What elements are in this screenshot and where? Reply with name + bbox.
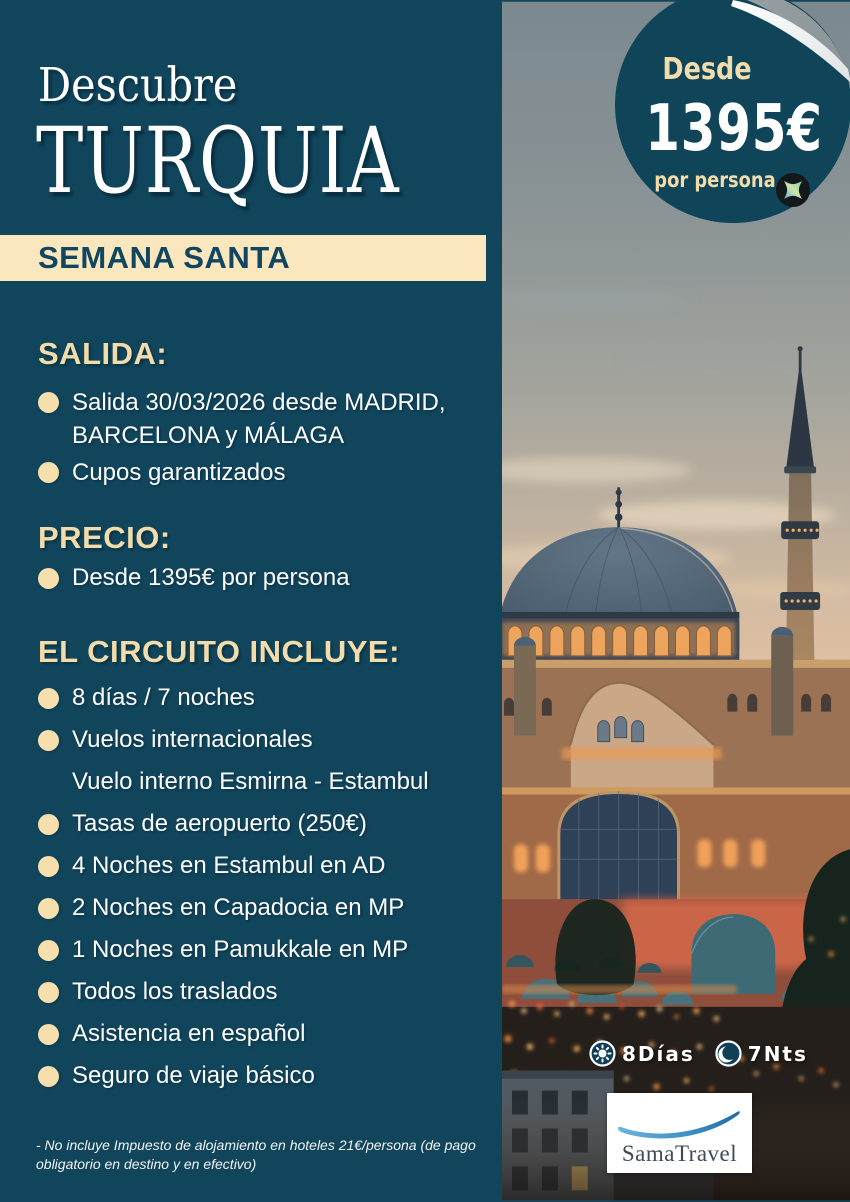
bullet-dot-icon [38,898,59,919]
heading-salida: SALIDA: [38,336,168,371]
list-item [38,564,478,592]
list-item-text: Salida 30/03/2026 desde MADRID, BARCELONA y MÁLAGA [72,389,446,449]
list-item-text: 2 Noches en Capadocia en MP [72,894,405,921]
list-item-text: 1 Noches en Pamukkale en MP [72,936,409,963]
list-item-text: Todos los traslados [72,978,278,1005]
list-item-text: Seguro de viaje básico [72,1062,315,1089]
bullet-dot-icon [38,392,59,413]
list-item [38,386,458,452]
salida-list [38,386,458,493]
list-item [38,1062,488,1090]
semana-santa-banner [0,235,486,281]
list-item-text: Vuelo interno Esmirna - Estambul [72,768,429,795]
bullet-dot-icon [38,688,59,709]
list-item-text: 8 días / 7 noches [72,684,255,711]
title-large: TURQUIA [36,109,400,214]
list-item-text: 4 Noches en Estambul en AD [72,852,386,879]
bullet-dot-icon [38,568,59,589]
bullet-dot-icon [38,1066,59,1087]
list-item [38,1020,488,1048]
list-item [38,456,458,489]
bullet-dot-icon [38,940,59,961]
list-item [38,810,488,838]
list-item-text: Desde 1395€ por persona [72,564,350,591]
heading-precio: PRECIO: [38,520,171,555]
bullet-dot-icon [38,814,59,835]
nights-label: 7Nts [747,1041,808,1066]
heading-circuito: EL CIRCUITO INCLUYE: [38,634,400,669]
list-item [38,894,488,922]
precio-list [38,564,478,606]
moon-icon [715,1040,742,1067]
list-item [38,684,488,712]
bullet-dot-icon [38,462,59,483]
bullet-dot-icon [38,982,59,1003]
bullet-dot-icon [38,1024,59,1045]
mosque-facade [502,627,850,917]
badge-desde: Desde [662,52,752,87]
logo-swoosh-icon [607,1097,752,1145]
circuito-list [38,684,488,1104]
list-item [38,852,488,880]
badge-price: 1395€ [645,92,823,166]
title-small: Descubre [38,58,238,113]
list-item [38,768,488,796]
duration-row [589,1040,808,1067]
list-item-text: Cupos garantizados [72,459,286,486]
bullet-dot-icon [38,730,59,751]
list-item [38,978,488,1006]
badge-per-person: por persona [654,168,776,192]
bullet-dot-icon [38,856,59,877]
logo-text: SamaTravel [621,1141,738,1166]
footnote: - No incluye Impuesto de alojamiento en hoteles 21€/persona (de pago obligatorio en destino y en efectivo) [36,1137,476,1172]
list-item-text: Vuelos internacionales [72,726,313,753]
list-item [38,726,488,754]
sama-travel-logo [607,1093,752,1173]
list-item-text: Tasas de aeropuerto (250€) [72,810,367,837]
banner-label: SEMANA SANTA [38,240,291,275]
sun-icon [589,1040,616,1067]
days-label: 8Días [622,1041,695,1066]
list-item [38,936,488,964]
list-item-text: Asistencia en español [72,1020,306,1047]
price-badge [612,0,850,228]
